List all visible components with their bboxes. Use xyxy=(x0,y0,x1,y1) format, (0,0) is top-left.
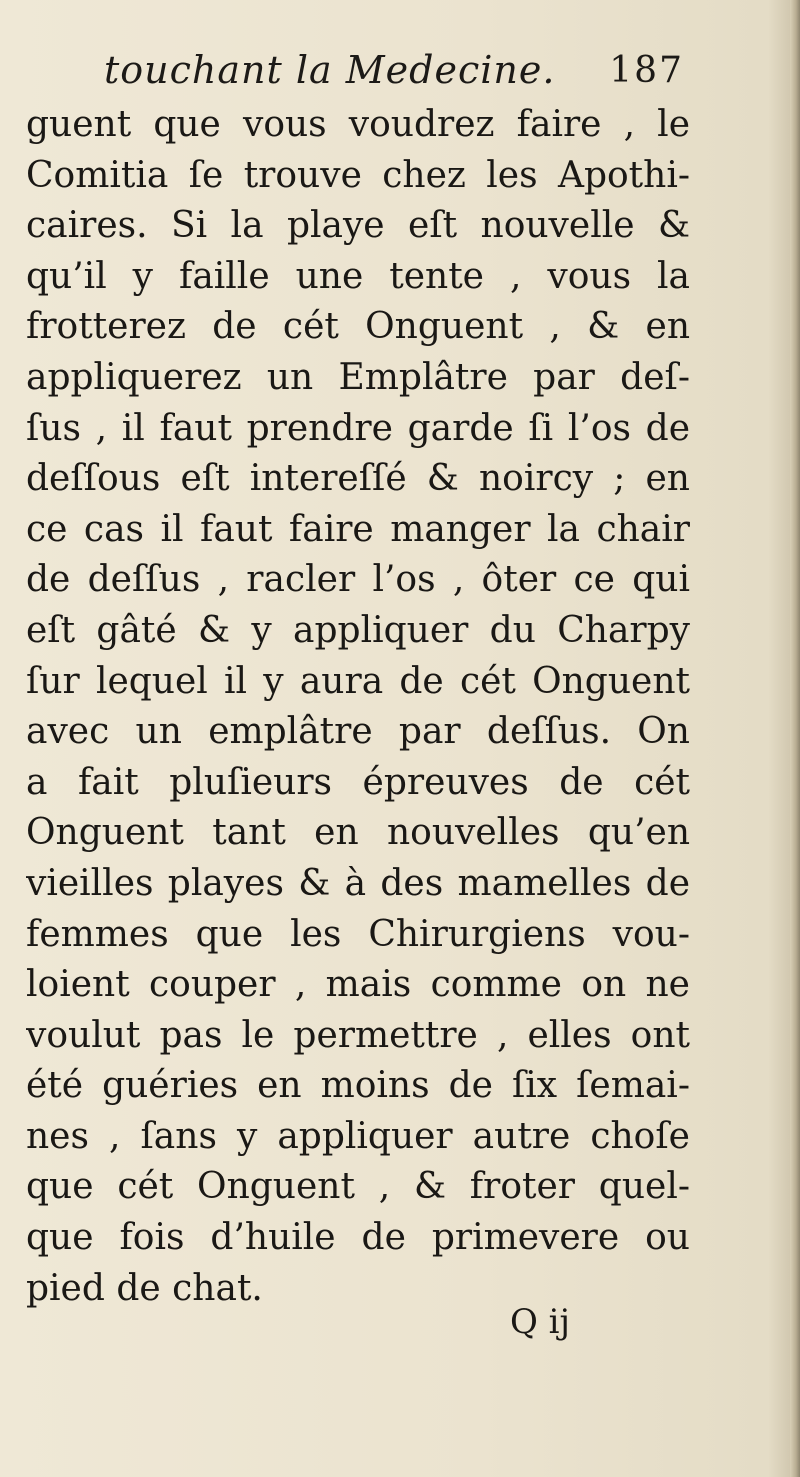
text-line: deſſous eſt intereſſé & noircy ; en xyxy=(26,458,690,500)
text-line: frotterez de cét Onguent , & en xyxy=(26,306,690,348)
text-line: de deſſus , racler l’os , ôter ce qui xyxy=(26,559,690,601)
running-title: touchant la Medecine. xyxy=(104,48,556,92)
text-line: a fait pluſieurs épreuves de cét xyxy=(26,761,690,803)
body-text xyxy=(26,100,690,1314)
text-line: femmes que les Chirurgiens vou- xyxy=(26,913,690,955)
text-line: guent que vous voudrez faire , le xyxy=(26,104,690,145)
text-line: avec un emplâtre par deſſus. On xyxy=(26,711,690,753)
text-line: vieilles playes & à des mamelles de xyxy=(26,862,690,904)
text-line: que cét Onguent , & froter quel- xyxy=(26,1166,690,1208)
text-line: ſus , il faut prendre garde ſi l’os de xyxy=(26,407,690,449)
text-line: caires. Si la playe eſt nouvelle & xyxy=(26,205,690,247)
text-line: pied de chat. xyxy=(26,1267,263,1309)
text-line: voulut pas le permettre , elles ont xyxy=(26,1014,690,1056)
text-line: loient couper , mais comme on ne xyxy=(26,964,690,1006)
page-number: 187 xyxy=(609,50,684,91)
running-head xyxy=(104,40,684,100)
text-line: Comitia ſe trouve chez les Apothi- xyxy=(26,154,690,196)
text-line: Onguent tant en nouvelles qu’en xyxy=(26,812,690,854)
text-line: que fois d’huile de primevere ou xyxy=(26,1217,690,1259)
text-line: eſt gâté & y appliquer du Charpy xyxy=(26,609,690,651)
text-line: nes , ſans y appliquer autre choſe xyxy=(26,1115,690,1157)
text-line: été guéries en moins de ſix ſemai- xyxy=(26,1065,690,1107)
signature-mark: Q ij xyxy=(510,1302,571,1342)
text-line: ſur lequel il y aura de cét Onguent xyxy=(26,660,690,702)
text-line: ce cas il faut faire manger la chair xyxy=(26,508,690,550)
text-line: qu’il y faille une tente , vous la xyxy=(26,255,690,297)
page-edge xyxy=(790,0,800,1477)
text-line: appliquerez un Emplâtre par deſ- xyxy=(26,356,690,398)
